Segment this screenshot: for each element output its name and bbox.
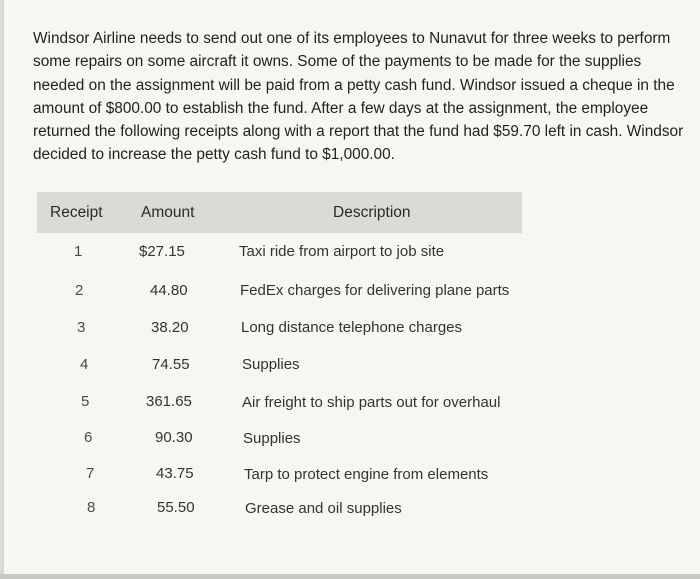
receipt-amount: 44.80 [150,282,188,299]
receipt-number: 2 [75,282,84,299]
receipt-description: Grease and oil supplies [245,500,402,517]
receipt-number: 5 [81,393,90,410]
receipt-amount: 74.55 [152,356,190,373]
receipt-number: 8 [87,499,96,516]
receipt-number: 3 [77,319,86,336]
header-amount: Amount [141,204,195,221]
receipt-description: Taxi ride from airport to job site [239,243,445,260]
receipt-number: 4 [80,356,89,373]
receipt-number: 1 [74,243,83,260]
receipt-description: Long distance telephone charges [241,319,463,336]
receipt-amount: 55.50 [157,499,195,516]
table-header-bar [37,192,522,233]
receipt-description: Supplies [243,430,301,447]
problem-statement: Windsor Airline needs to send out one of its employees to Nunavut for three weeks to perform some repairs on some aircraft it owns. Some of the payments to be made for the supplies needed on the assignment will be paid from a petty cash fund. Windsor issued a cheque in the amount of $800.00 to establish the fund. After a few days at the assignment, the employee returned the following receipts along with a report that the fund had $59.70 left in cash. Windsor decided to increase the petty cash fund to $1,000.00. [33,30,684,164]
receipt-amount: $27.15 [139,243,185,260]
receipt-number: 6 [84,429,93,446]
receipt-amount: 90.30 [155,429,193,446]
receipt-description: Supplies [242,356,300,373]
receipt-amount: 43.75 [156,465,194,482]
receipt-number: 7 [86,465,95,482]
bottom-edge [0,574,700,579]
header-receipt: Receipt [50,204,103,221]
receipt-description: FedEx charges for delivering plane parts [240,282,510,299]
receipt-description: Tarp to protect engine from elements [244,466,489,483]
header-description: Description [333,204,411,221]
receipt-amount: 361.65 [146,393,192,410]
receipt-amount: 38.20 [151,319,189,336]
receipt-description: Air freight to ship parts out for overhaul [242,394,501,411]
